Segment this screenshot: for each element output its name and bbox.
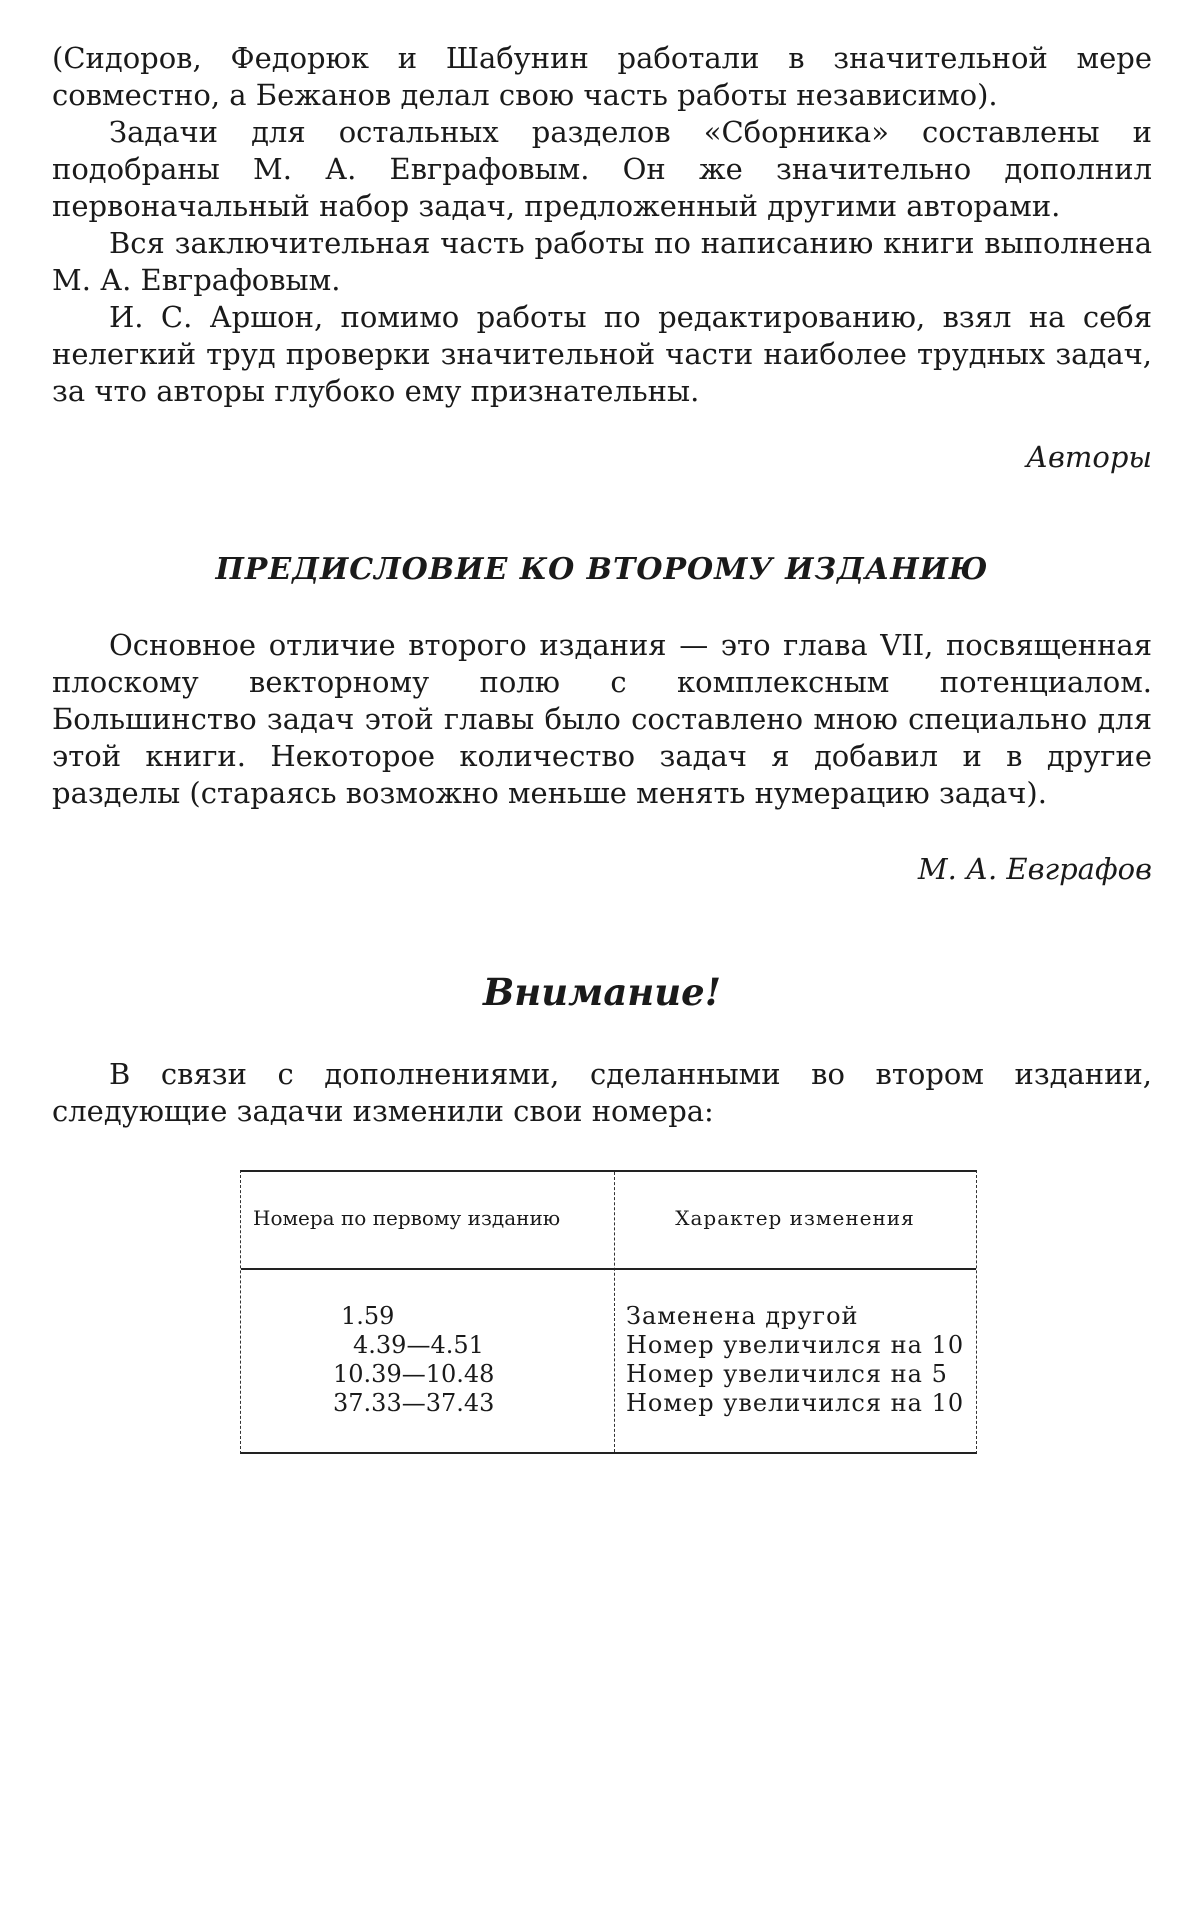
table-cell-numbers: 37.33—37.43: [333, 1389, 495, 1417]
page-content: [52, 40, 1152, 1130]
table-cell-numbers: 4.39—4.51: [353, 1331, 484, 1359]
attention-title: Внимание!: [483, 970, 721, 1014]
attention-text: В связи с дополнениями, сделанными во втором издании, следующие задачи изменили свои номера:: [52, 1057, 1152, 1128]
table-header-divider: [241, 1268, 976, 1270]
renumbering-table: [240, 1170, 977, 1454]
table-cell-change: Номер увеличился на 10: [626, 1389, 965, 1417]
preface-second-edition-text: Основное отличие второго издания — это глава VII, посвященная плоскому векторному полю с комплексным потенциалом. Большинство задач этой главы было составлено мною специально для этой книги. Некоторое количество задач я добавил и в другие разделы (стараясь возможно меньше менять нумерацию задач).: [52, 628, 1152, 810]
table-header-first-edition-numbers: Номера по первому изданию: [253, 1206, 561, 1230]
signature-evgrafov: М. А. Евграфов: [917, 852, 1152, 886]
table-cell-change: Номер увеличился на 10: [626, 1331, 965, 1359]
table-cell-change: Номер увеличился на 5: [626, 1360, 948, 1388]
table-header-change-type: Характер изменения: [675, 1206, 915, 1230]
preface-second-edition-title: ПРЕДИСЛОВИЕ КО ВТОРОМУ ИЗДАНИЮ: [215, 552, 989, 587]
paragraph-final-work: Вся заключительная часть работы по написанию книги выполнена М. А. Евграфовым.: [52, 226, 1152, 297]
paragraph-problems-compiled: Задачи для остальных разделов «Сборника» составлены и подобраны М. А. Евграфовым. Он же значительно дополнил первоначальный набор задач, предложенный другими авторами.: [52, 115, 1152, 223]
table-cell-numbers: 10.39—10.48: [333, 1360, 495, 1388]
table-column-numbers: [333, 1302, 533, 1418]
table-cell-change: Заменена другой: [626, 1302, 859, 1330]
paragraph-acknowledgement: И. С. Аршон, помимо работы по редактированию, взял на себя нелегкий труд проверки значительной части наиболее трудных задач, за что авторы глубоко ему признательны.: [52, 300, 1152, 408]
signature-authors: Авторы: [1026, 440, 1152, 474]
table-cell-numbers: 1.59: [341, 1302, 395, 1330]
table-column-changes: [626, 1302, 971, 1418]
paragraph-coauthors: (Сидоров, Федорюк и Шабунин работали в значительной мере совместно, а Бежанов делал свою часть работы независимо).: [52, 41, 1152, 112]
